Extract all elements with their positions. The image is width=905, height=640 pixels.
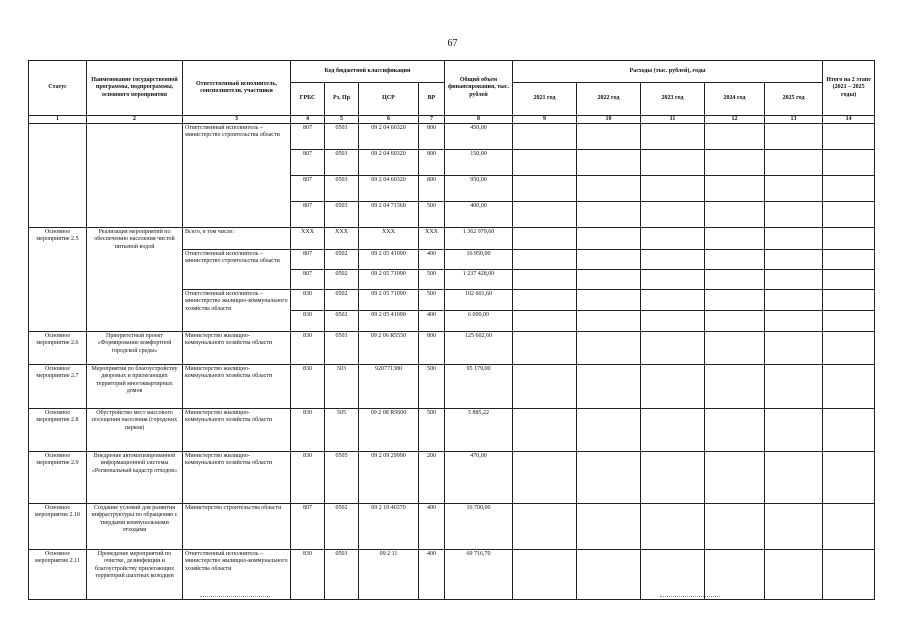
row-responsible: Министерство жилищно-коммунального хозяйства области [183, 409, 291, 452]
row-2022 [577, 311, 641, 332]
row-name: Реализация мероприятий по обеспечению населения чистой питьевой водой [87, 228, 183, 332]
row-2024 [705, 311, 765, 332]
column-number: 4 [291, 116, 325, 124]
row-total: 102 601,60 [445, 290, 513, 311]
row-csr: 09 2 04 60320 [359, 176, 419, 202]
row-total: 125 602,60 [445, 332, 513, 365]
row-status: Основное мероприятие 2.9 [29, 452, 87, 504]
row-2021 [513, 409, 577, 452]
row-total: 16 950,00 [445, 250, 513, 270]
row-grbs: 807 [291, 124, 325, 150]
row-status: Основное мероприятие 2.7 [29, 365, 87, 409]
row-stage-total [823, 409, 875, 452]
row-vr: 500 [419, 270, 445, 290]
row-status: Основное мероприятие 2.10 [29, 504, 87, 550]
row-2021 [513, 176, 577, 202]
row-csr: 09 2 05 71090 [359, 290, 419, 311]
row-grbs: 830 [291, 311, 325, 332]
row-rzpr: 0502 [325, 250, 359, 270]
row-vr: 800 [419, 124, 445, 150]
row-2023 [641, 452, 705, 504]
column-number: 6 [359, 116, 419, 124]
row-2024 [705, 332, 765, 365]
row-csr: 09 2 10 40370 [359, 504, 419, 550]
row-stage-total [823, 332, 875, 365]
table-row [29, 504, 875, 550]
row-2023 [641, 270, 705, 290]
row-stage-total [823, 550, 875, 600]
row-2024 [705, 550, 765, 600]
row-grbs: 807 [291, 504, 325, 550]
row-name: Создание условий для развития инфраструктуры по обращению с твердыми коммунальными отходами [87, 504, 183, 550]
row-2021 [513, 270, 577, 290]
column-number: 11 [641, 116, 705, 124]
row-grbs: 830 [291, 452, 325, 504]
row-2023 [641, 504, 705, 550]
row-grbs: 830 [291, 290, 325, 311]
row-csr: 09 2 04 71360 [359, 202, 419, 228]
row-responsible: Министерство жилищно-коммунального хозяйства области [183, 452, 291, 504]
header-grbs: ГРБС [291, 83, 325, 116]
row-2024 [705, 409, 765, 452]
row-2023 [641, 202, 705, 228]
row-2023 [641, 409, 705, 452]
row-total: 470,00 [445, 452, 513, 504]
header-year-2021: 2021 год [513, 83, 577, 116]
header-name: Наименование государственной программы, подпрограммы, основного мероприятия [87, 61, 183, 116]
row-2021 [513, 550, 577, 600]
row-2024 [705, 202, 765, 228]
table-row [29, 409, 875, 452]
row-vr: 500 [419, 202, 445, 228]
header-csr: ЦСР [359, 83, 419, 116]
row-csr: 09 2 06 R5550 [359, 332, 419, 365]
row-csr: 09 2 04 60320 [359, 124, 419, 150]
row-responsible: Министерство жилищно-коммунального хозяйства области [183, 365, 291, 409]
header-year-2022: 2022 год [577, 83, 641, 116]
row-grbs: 807 [291, 250, 325, 270]
row-2024 [705, 150, 765, 176]
row-2023 [641, 176, 705, 202]
column-number: 14 [823, 116, 875, 124]
row-2024 [705, 452, 765, 504]
row-vr: 400 [419, 550, 445, 600]
row-2022 [577, 228, 641, 250]
header-responsible: Ответственный исполнитель, соисполнители, участники [183, 61, 291, 116]
column-number: 10 [577, 116, 641, 124]
row-rzpr: 0503 [325, 176, 359, 202]
row-name: Обустройство мест массового посещения населения (городских парков) [87, 409, 183, 452]
header-total-funding: Общий объем финансирования, тыс. рублей [445, 61, 513, 116]
row-2024 [705, 228, 765, 250]
row-stage-total [823, 504, 875, 550]
row-2025 [765, 504, 823, 550]
row-total: 150,00 [445, 150, 513, 176]
row-rzpr: 0503 [325, 150, 359, 176]
row-csr: 09 2 05 71090 [359, 270, 419, 290]
table-row [29, 365, 875, 409]
row-grbs: 830 [291, 365, 325, 409]
row-responsible: Министерство строительства области [183, 504, 291, 550]
table-row [29, 124, 875, 150]
row-rzpr: 0502 [325, 504, 359, 550]
row-rzpr: 0502 [325, 311, 359, 332]
row-2025 [765, 176, 823, 202]
row-status: Основное мероприятие 2.5 [29, 228, 87, 332]
row-2023 [641, 332, 705, 365]
row-rzpr: 0503 [325, 124, 359, 150]
row-total: 95 179,00 [445, 365, 513, 409]
row-stage-total [823, 290, 875, 311]
row-2022 [577, 365, 641, 409]
row-2022 [577, 550, 641, 600]
row-2025 [765, 452, 823, 504]
row-2023 [641, 290, 705, 311]
row-stage-total [823, 124, 875, 150]
row-total: 16 700,00 [445, 504, 513, 550]
row-rzpr: 0503 [325, 332, 359, 365]
row-name [87, 124, 183, 228]
row-total: 5 885,22 [445, 409, 513, 452]
row-2022 [577, 176, 641, 202]
row-2022 [577, 202, 641, 228]
row-csr: 09 2 08 R5600 [359, 409, 419, 452]
row-total: 450,00 [445, 124, 513, 150]
row-total: 400,00 [445, 202, 513, 228]
row-rzpr: 0503 [325, 550, 359, 600]
column-number: 5 [325, 116, 359, 124]
row-2024 [705, 250, 765, 270]
row-vr: 800 [419, 332, 445, 365]
column-number: 13 [765, 116, 823, 124]
row-2024 [705, 270, 765, 290]
header-vr: ВР [419, 83, 445, 116]
budget-table [28, 60, 875, 600]
row-2021 [513, 504, 577, 550]
column-number: 8 [445, 116, 513, 124]
row-2022 [577, 250, 641, 270]
row-2023 [641, 365, 705, 409]
row-csr: 09 2 05 41090 [359, 250, 419, 270]
row-vr: 400 [419, 311, 445, 332]
row-grbs: 807 [291, 270, 325, 290]
row-rzpr: 505 [325, 409, 359, 452]
row-stage-total [823, 311, 875, 332]
row-2022 [577, 452, 641, 504]
row-total: 1 362 979,60 [445, 228, 513, 250]
row-2023 [641, 250, 705, 270]
row-2025 [765, 150, 823, 176]
row-2023 [641, 228, 705, 250]
row-2025 [765, 228, 823, 250]
header-year-2023: 2023 год [641, 83, 705, 116]
row-responsible: Ответственный исполнитель – министерство строительства области [183, 124, 291, 228]
row-2025 [765, 332, 823, 365]
row-stage-total [823, 270, 875, 290]
row-2021 [513, 250, 577, 270]
row-stage-total [823, 365, 875, 409]
row-name: Мероприятия по благоустройству дворовых и прилегающих территорий многоквартирных домов [87, 365, 183, 409]
row-2022 [577, 504, 641, 550]
row-status: Основное мероприятие 2.8 [29, 409, 87, 452]
row-2023 [641, 150, 705, 176]
row-grbs: 807 [291, 150, 325, 176]
row-grbs: 830 [291, 409, 325, 452]
row-rzpr: 0503 [325, 202, 359, 228]
row-rzpr: 503 [325, 365, 359, 409]
row-responsible: Ответственный исполнитель – министерство жилищно-коммунального хозяйства области [183, 290, 291, 332]
table-row [29, 228, 875, 250]
row-vr: 800 [419, 176, 445, 202]
row-responsible: Ответственный исполнитель – министерство жилищно-коммунального хозяйства области [183, 550, 291, 600]
row-grbs: ХХХ [291, 228, 325, 250]
row-2022 [577, 150, 641, 176]
row-2024 [705, 124, 765, 150]
row-stage-total [823, 150, 875, 176]
row-2025 [765, 202, 823, 228]
row-vr: 400 [419, 504, 445, 550]
row-rzpr: 0502 [325, 270, 359, 290]
row-total: 69 716,70 [445, 550, 513, 600]
row-2025 [765, 311, 823, 332]
row-name: Приоритетный проект «Формирование комфортной городской среды» [87, 332, 183, 365]
row-vr: ХХХ [419, 228, 445, 250]
row-2022 [577, 290, 641, 311]
header-rzpr: Рз, Пр [325, 83, 359, 116]
row-name: Внедрение автоматизированной информационной системы «Региональный кадастр отходов» [87, 452, 183, 504]
row-2025 [765, 550, 823, 600]
row-total: 1 237 428,00 [445, 270, 513, 290]
row-responsible: Ответственный исполнитель – министерство строительства области [183, 250, 291, 290]
row-2024 [705, 504, 765, 550]
table-row [29, 332, 875, 365]
row-csr: 920771380 [359, 365, 419, 409]
column-number: 2 [87, 116, 183, 124]
scan-artifact-line [660, 596, 720, 598]
row-csr: 09 2 05 41090 [359, 311, 419, 332]
row-total: 950,00 [445, 176, 513, 202]
row-2021 [513, 365, 577, 409]
row-responsible: Министерство жилищно-коммунального хозяйства области [183, 332, 291, 365]
row-2022 [577, 124, 641, 150]
row-2022 [577, 409, 641, 452]
row-2024 [705, 290, 765, 311]
row-2025 [765, 290, 823, 311]
row-2024 [705, 365, 765, 409]
row-2023 [641, 311, 705, 332]
row-2021 [513, 124, 577, 150]
row-2022 [577, 270, 641, 290]
row-2021 [513, 332, 577, 365]
scan-artifact-line [200, 596, 270, 598]
row-grbs: 830 [291, 332, 325, 365]
row-name: Проведение мероприятий по очистке, дезинфекции и благоустройству прилегающих территорий шахтных колодцев [87, 550, 183, 600]
row-rzpr: 0505 [325, 452, 359, 504]
row-vr: 500 [419, 409, 445, 452]
row-2021 [513, 228, 577, 250]
row-2023 [641, 550, 705, 600]
row-status: Основное мероприятие 2.6 [29, 332, 87, 365]
header-stage-total: Итого на 2 этапе (2021 – 2025 годы) [823, 61, 875, 116]
row-grbs: 807 [291, 202, 325, 228]
row-2023 [641, 124, 705, 150]
row-stage-total [823, 452, 875, 504]
row-2021 [513, 202, 577, 228]
header-status: Статус [29, 61, 87, 116]
row-status [29, 124, 87, 228]
row-stage-total [823, 202, 875, 228]
header-year-2024: 2024 год [705, 83, 765, 116]
column-number: 9 [513, 116, 577, 124]
row-csr: 09 2 09 29990 [359, 452, 419, 504]
row-csr: 09 2 11 [359, 550, 419, 600]
row-2025 [765, 365, 823, 409]
column-number: 3 [183, 116, 291, 124]
column-number-row [29, 116, 875, 124]
column-number: 1 [29, 116, 87, 124]
row-grbs: 807 [291, 176, 325, 202]
row-stage-total [823, 176, 875, 202]
header-year-2025: 2025 год [765, 83, 823, 116]
page-number: 67 [447, 38, 458, 49]
row-2025 [765, 124, 823, 150]
row-2025 [765, 250, 823, 270]
row-csr: 09 2 04 60320 [359, 150, 419, 176]
row-total: 6 000,00 [445, 311, 513, 332]
row-csr: ХХХ [359, 228, 419, 250]
row-stage-total [823, 250, 875, 270]
row-responsible: Всего, в том числе: [183, 228, 291, 250]
row-2025 [765, 409, 823, 452]
row-vr: 500 [419, 290, 445, 311]
row-vr: 400 [419, 250, 445, 270]
column-number: 7 [419, 116, 445, 124]
row-2024 [705, 176, 765, 202]
row-rzpr: ХХХ [325, 228, 359, 250]
row-2021 [513, 311, 577, 332]
row-2021 [513, 290, 577, 311]
table-row [29, 550, 875, 600]
row-grbs: 830 [291, 550, 325, 600]
row-rzpr: 0502 [325, 290, 359, 311]
row-2025 [765, 270, 823, 290]
row-vr: 500 [419, 365, 445, 409]
column-number: 12 [705, 116, 765, 124]
row-2021 [513, 150, 577, 176]
row-2021 [513, 452, 577, 504]
row-vr: 800 [419, 150, 445, 176]
table-row [29, 452, 875, 504]
row-vr: 200 [419, 452, 445, 504]
row-status: Основное мероприятие 2.11 [29, 550, 87, 600]
header-expenses: Расходы (тыс. рублей), годы [513, 61, 823, 83]
header-budget-code: Код бюджетной классификации [291, 61, 445, 83]
row-2022 [577, 332, 641, 365]
row-stage-total [823, 228, 875, 250]
